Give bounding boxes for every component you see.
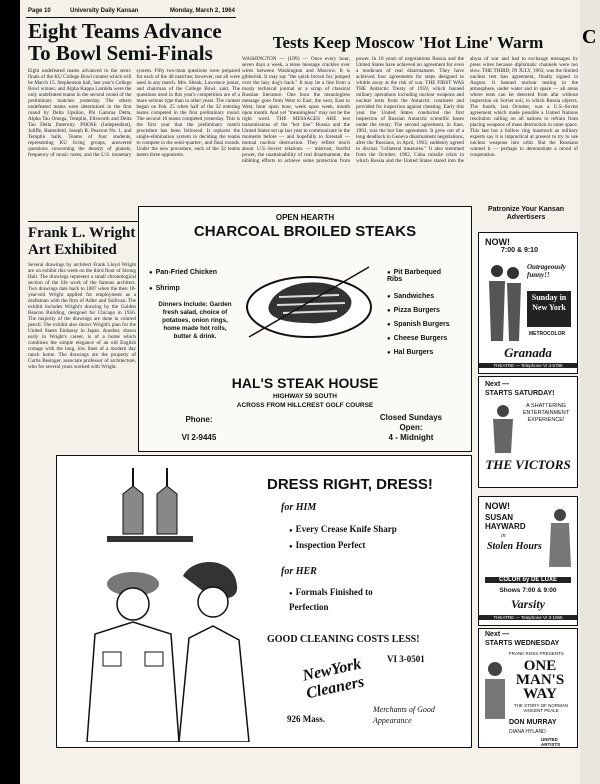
hotline-body: WASHINGTON — (UPI) — Once every hour, seven days a week, a tense message crackles over wires between Washington and Moscow. It is gibberish. It may say "the quick brown fox jumped over the lazy dog's back." It may be a line from a musty technical journal or a scrap of classical Russian literature. One hour the meaningless message goes from West to East, the next, East to West, hour upon hour, week upon week, month upon month. And yet "meaningless" may not be the right word. THE MESSAGES ARE test transmissions of the "hot line" Russia and the United States set up last year to communicate in the moments before — and hopefully to forestall — mutual nuclear destruction. They reflect much about U.S.-Soviet relations — mistrust, fearful power, the unattainability of real disarmament, the nibbling efforts to achieve some protection from power. In 18 years of negotiations Russia and the United States have achieved no agreement for even a modicum of real disarmament. They have achieved four agreements for steps designed to whittle away at the risk of war. THE FIRST WAS THE Antarctic Treaty of 1959, which banned military operations including nuclear weapons and nuclear tests from the Antarctic continent and provided for inspection against cheating. Early this year the United States conducted the first inspection of Russian Antarctic scientific bases under the treaty. The second agreement, in June, 1963, was the hot line agreement. It grew out of a long deadlock in Geneva disarmament negotiations, after the Russians, in April, 1963, suddenly agreed to discuss "collateral measures." It also stemmed from the October, 1962, Cuba missile crisis in which Russia and the United States stared into the abyss of war and had to exchange messages by press wires because diplomatic channels were too slow. THE THIRD, IN JULY, 1963, was the limited nuclear test ban agreement, finally signed in August. It banned nuclear testing in the atmosphere, under water and in space — all areas where tests can be detected from afar without inspection on Soviet soil, to which Russia objects. The fourth, last October, was a U.S.-Soviet agreement which made possible a United Nations resolution calling on all nations to refrain from placing weapons of mass destruction in outer space. This last but a hollow ring inasmuch as military experts say it is impractical at present to try to use nuclear weapons into orbit. But the Russians wanted it — perhaps to demonstrate a mood of cooperation. [242, 56, 578, 164]
left-item: ● Shrimp [149, 285, 180, 292]
him-item: ● Inspection Perfect [289, 540, 365, 550]
eight-teams-headline: Eight Teams Advance To Bowl Semi-Finals [28, 19, 222, 65]
varsity-ad [478, 496, 578, 626]
her-item: ● Formals Finished to Perfection [289, 586, 389, 614]
varsity-star: SUSAN HAYWARD [485, 513, 526, 531]
newspaper-page [20, 0, 580, 784]
granada-ad [478, 232, 578, 374]
granada-name: Granada [504, 345, 552, 360]
varsity-phone: THEATRE — Telephone VI 3-1065 [479, 615, 577, 620]
steak-title: CHARCOAL BROILED STEAKS [193, 223, 417, 240]
distributor: UNITED ARTISTS [541, 737, 561, 747]
cleaners-ad [56, 455, 472, 748]
for-her-label: for HER [281, 566, 317, 577]
page-number: Page 10 [28, 8, 51, 14]
film-story: THE STORY OF NORMAN VINCENT PEALE [513, 703, 569, 713]
next-label: Next — [485, 381, 510, 388]
couple-illustration-icon [67, 556, 257, 742]
couple-silhouette-icon [483, 261, 527, 341]
victors-blurb: A SHATTERING ENTERTAINMENT EXPERIENCE! [522, 403, 570, 423]
cleaners-phone: VI 3-0501 [387, 654, 425, 664]
victors-ad [478, 376, 578, 488]
steak-house-ad [138, 206, 472, 452]
hotline-headline: Tests Keep Moscow 'Hot Line' Warm [272, 33, 544, 52]
cleaners-merchants: Merchants of Good Appearance [373, 705, 435, 725]
starts-label: STARTS SATURDAY! [485, 390, 555, 397]
cleaners-slogan: GOOD CLEANING COSTS LESS! [267, 634, 420, 645]
eight-teams-body: Eight undefeated teams advanced to the semi-finals of the KU College Bowl contest which will be March 15. Stephenson hall, last year's College Bowl winner, and Alpha Kappa Lambda were the only undefeated teams in the second round of the preliminary matches yesterday. The others undefeated teams were determined in the first round by Delta Upsilon, Phi Gamma Delta, Alpha Tau Omega, Templin, Ellsworth and Delta Tau Delta fraternity. PHOSE (Independent), Joliffe, Battenfeld, Joseph R. Pearson No. 1, and Templin halls. Teams of four students, representing KU living groups, answered questions concerning the density of planets, frequency of music notes, and the U.S. monetary system. Fifty two-man questions were prepared for each of the 48 matches; however, not all were used in any match. Mrs. Shenk, Lawrence junior, and chairman of the College Bowl, said. The questions used in this year's competition are of a more serious type than in other years. The contest began on Feb. 25 when half of the 32 entering teams competed in the first preliminary round. The second 16 teams competed yesterday. This is the first year that the preliminary match procedure has been followed. It replaces the single-elimination system in deciding the teams to compete in the semi-quarter-, and final rounds. Under the new procedure, each of the 32 teams meets three opponents. [28, 68, 240, 158]
cast-1: DON MURRAY [509, 719, 557, 726]
left-item: ● Pan-Fried Chicken [149, 269, 219, 276]
now-label: NOW! [485, 501, 510, 511]
steak-phone: VI 2-9445 [181, 433, 217, 442]
for-him-label: for HIM [281, 502, 317, 513]
header-rule [26, 17, 236, 18]
one-mans-way-ad [478, 628, 578, 748]
cleaners-address: 926 Mass. [287, 714, 325, 724]
phone-label: Phone: [185, 415, 213, 424]
steak-across: ACROSS FROM HILLCREST GOLF COURSE [236, 402, 374, 409]
cleaners-name: NewYork Cleaners [301, 655, 366, 703]
cleaners-title: DRESS RIGHT, DRESS! [267, 476, 433, 493]
cast-2: DIANA HYLAND [509, 729, 546, 735]
victors-film: THE VICTORS [485, 457, 571, 472]
patronize-notice: Patronize Your Kansan Advertisers [488, 206, 564, 221]
granada-times: 7:00 & 9:10 [501, 247, 538, 254]
open-hearth-tag: OPEN HEARTH [275, 213, 335, 222]
varsity-times: Shows 7:00 & 9:00 [499, 587, 557, 594]
varsity-film: Stolen Hours [487, 541, 542, 552]
right-item: ● Pit Barbequed Ribs [387, 269, 447, 283]
soldiers-illustration-icon [105, 464, 195, 554]
wright-headline: Frank L. Wright Art Exhibited [28, 225, 136, 258]
right-item: ● Cheese Burgers [387, 335, 447, 342]
steak-hours: Closed Sundays [379, 413, 443, 422]
issue-date: Monday, March 2, 1964 [170, 8, 235, 14]
granada-blurb: Outrageously funny!! [527, 263, 566, 279]
steak-highway: HIGHWAY 59 SOUTH [273, 393, 337, 400]
granada-film: Sunday in New York [527, 291, 571, 327]
right-item: ● Hal Burgers [387, 349, 433, 356]
paper-name: University Daily Kansan [70, 8, 139, 14]
right-item: ● Sandwiches [387, 293, 434, 300]
granada-phone: THEATRE — Telephone VI 3-5788 [479, 363, 577, 368]
granada-color: METROCOLOR [529, 331, 566, 337]
steak-hours: 4 - Midnight [388, 433, 434, 442]
varsity-name: Varsity [510, 597, 545, 611]
adjacent-page-letter: C [582, 26, 597, 48]
woman-silhouette-icon [547, 507, 573, 567]
one-mans-way-film: ONE MAN'S WAY [515, 658, 565, 702]
steak-illustration-icon [239, 247, 379, 347]
starts-label: STARTS WEDNESDAY [485, 640, 560, 647]
steak-house-name: HAL'S STEAK HOUSE [231, 375, 379, 391]
soldiers-silhouette-icon [485, 403, 521, 453]
studio-label: FRANK ROSS PRESENTS [509, 651, 564, 656]
varsity-in: in [501, 533, 506, 539]
right-item: ● Pizza Burgers [387, 307, 440, 314]
varsity-color: COLOR by DE LUXE [485, 577, 571, 583]
wright-body: Several drawings by architect Frank Lloyd Wright are on exhibit this week on the third floor of Strong Hall. The drawings represent a small chronological section of the life work of the famous architect. Two drawings date back to 1887 when the then 18-year-old Wright applied for employment as a draftsman with the firm of Adler and Sullivan. The exhibit includes Wright's drawing by the Golden Beacon Building, designed for Chicago in 1956. The majority of the drawings are done in colored pencil. The exhibit also shows Wright's plan for the United States Embassy in Japan. Another, drawn early in Wright's career, is of a home which combines the simple elegance of an old English cottage with the long, low lines of a modern day ranch home. The drawings are the property of Curtis Besinger, associate professor of architecture, who for several years worked with Wright. [28, 262, 136, 370]
dinners-text: Dinners Include: Garden fresh salad, choice of potatoes, onion rings, home made hot rolls, butter & drink. [158, 301, 232, 340]
him-item: ● Every Crease Knife Sharp [289, 524, 397, 534]
steak-hours: Open: [399, 423, 423, 432]
right-item: ● Spanish Burgers [387, 321, 450, 328]
portrait-silhouette-icon [483, 659, 507, 719]
now-label: NOW! [485, 237, 510, 247]
next-label: Next — [485, 631, 510, 638]
adjacent-page-edge [580, 0, 600, 784]
